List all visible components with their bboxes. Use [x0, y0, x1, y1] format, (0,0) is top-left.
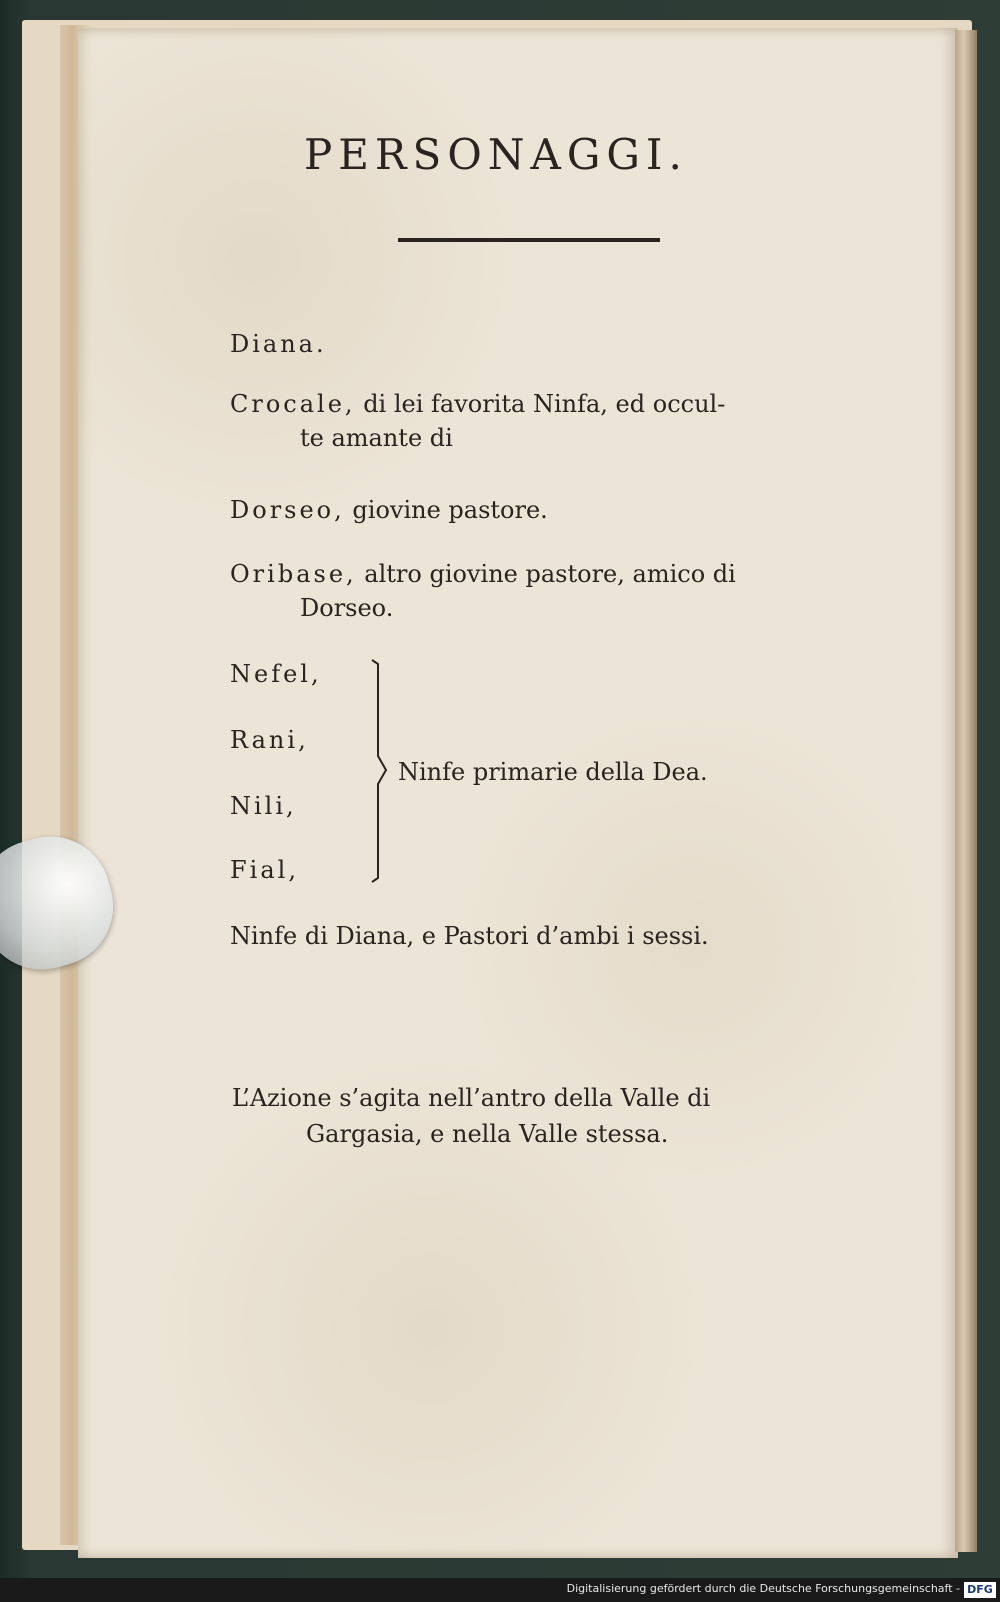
character-crocale: Crocale, di lei favorita Ninfa, ed occul-: [230, 390, 726, 418]
page-title: PERSONAGGI.: [304, 130, 688, 179]
nymph-nefel: Nefel,: [230, 660, 322, 688]
chorus-line: Ninfe di Diana, e Pastori d’ambi i sessi.: [230, 922, 709, 950]
character-oribase-cont: Dorseo.: [300, 594, 394, 622]
character-oribase: Oribase, altro giovine pastore, amico di: [230, 560, 736, 588]
right-page-edge: [955, 30, 977, 1552]
title-rule: [398, 238, 660, 242]
book-page: [78, 28, 958, 1558]
dfg-logo-icon: DFG: [964, 1582, 996, 1598]
character-diana: Diana.: [230, 330, 327, 358]
character-crocale-cont: te amante di: [300, 424, 453, 452]
grouping-brace: [368, 656, 388, 886]
nymph-nili: Nili,: [230, 792, 297, 820]
footer-bar: [0, 1578, 1000, 1602]
setting-line-2: Gargasia, e nella Valle stessa.: [306, 1120, 669, 1148]
nymph-rani: Rani,: [230, 726, 309, 754]
character-dorseo: Dorseo, giovine pastore.: [230, 496, 548, 524]
footer-credit: Digitalisierung gefördert durch die Deutsche Forschungsgemeinschaft -: [566, 1582, 960, 1595]
setting-line-1: L’Azione s’agita nell’antro della Valle di: [232, 1084, 711, 1112]
nymphs-description: Ninfe primarie della Dea.: [398, 758, 708, 786]
nymph-fial: Fial,: [230, 856, 299, 884]
